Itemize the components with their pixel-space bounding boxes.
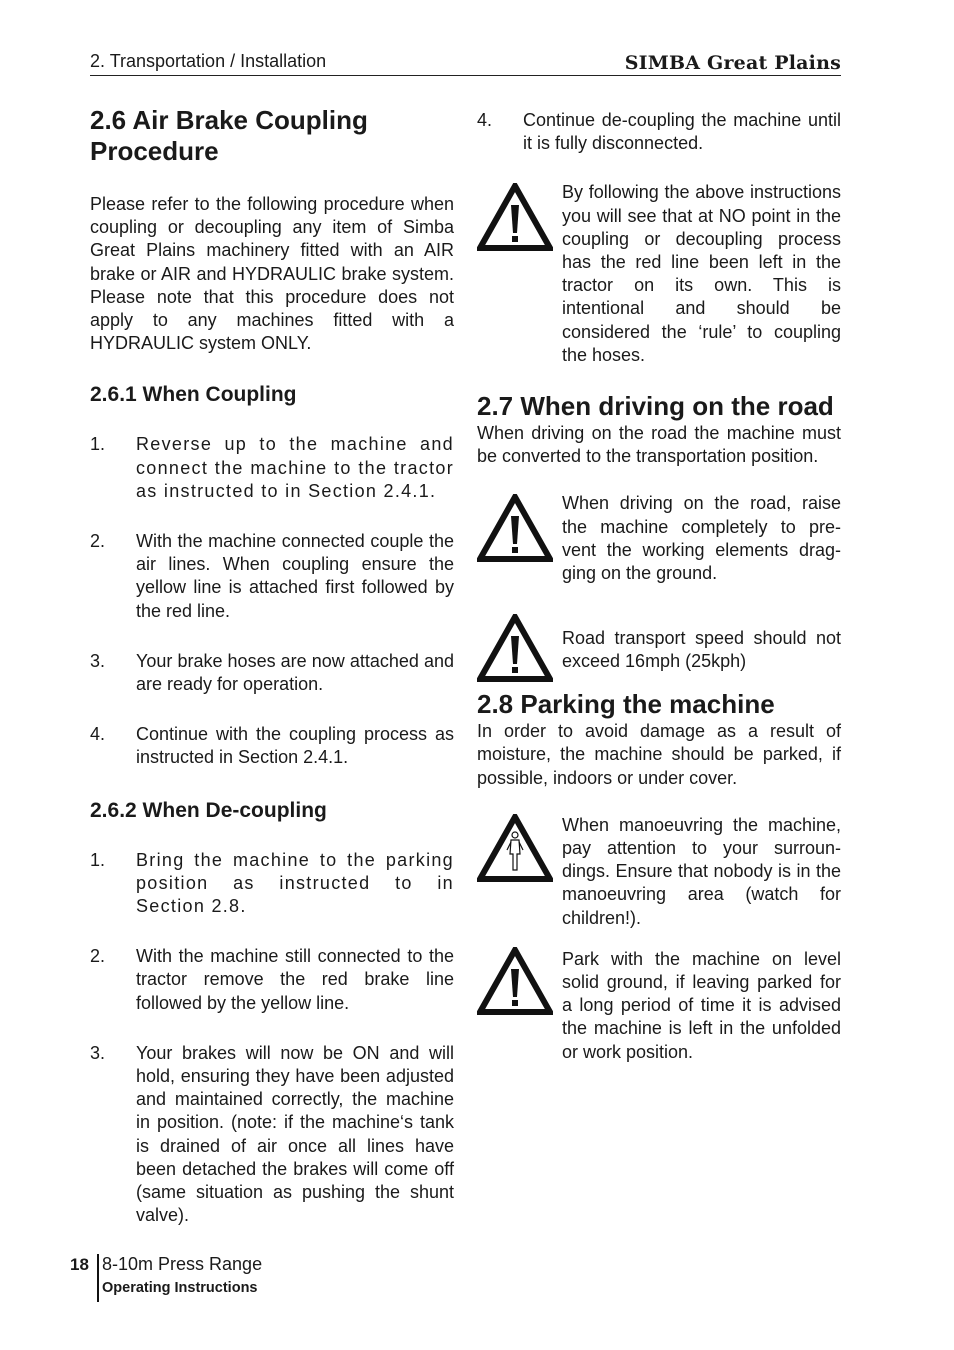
header-brand: SIMBA Great Plains xyxy=(624,52,841,74)
warning-text: When manoeuvring the machine, pay attention to your surroun-dings. Ensure that nobody is in the manoeuvring area (watch for children!). xyxy=(562,814,841,928)
person-warning-triangle-icon xyxy=(477,814,553,882)
warning-coupling-rule xyxy=(477,181,841,367)
page-header xyxy=(90,50,841,76)
step-number: 4. xyxy=(477,110,493,130)
step-text: Bring the machine to the parking position as instructed to in Section 2.8. xyxy=(136,849,454,917)
left-column xyxy=(90,100,454,1228)
step-text: With the machine connected couple the air lines. When coupling ensure the yellow line is attached first followed by the red line. xyxy=(136,531,454,621)
list-item xyxy=(90,1042,454,1228)
intro-2-7: When driving on the road the machine must be converted to the transportation position. xyxy=(477,423,841,467)
list-item xyxy=(90,945,454,1015)
heading-2-6-1: 2.6.1 When Coupling xyxy=(90,383,297,407)
warning-triangle-icon xyxy=(477,614,553,682)
warning-manoeuvring xyxy=(477,814,841,930)
step-text: Reverse up to the machine and connect the machine to the tractor as instructed to in Section 2.4.1. xyxy=(136,434,454,501)
warning-text: Road transport speed should not exceed 16mph (25kph) xyxy=(562,628,841,672)
step-text: Your brakes will now be ON and will hold, ensuring they have been adjusted and maintained correctly, the machine in position. (note: if the machine‘s tank is drained of air once all lines have been detached the brakes will come off (same situation as pushing the shunt valve). xyxy=(136,1042,454,1226)
step-number: 3. xyxy=(90,650,106,671)
step-number: 1. xyxy=(90,434,106,455)
intro-2-8: In order to avoid damage as a result of moisture, the machine should be parked, if possible, indoors or under cover. xyxy=(477,721,841,788)
heading-2-6: 2.6 Air Brake Coupling Procedure xyxy=(90,105,368,166)
heading-2-8: 2.8 Parking the machine xyxy=(477,689,775,720)
page-number: 18 xyxy=(70,1255,89,1274)
warning-parking xyxy=(477,948,841,1064)
heading-2-7: 2.7 When driving on the road xyxy=(477,391,834,422)
warning-raise-machine xyxy=(477,492,841,585)
warning-text: When driving on the road, raise the machine completely to pre-vent the working elements drag-ging on the ground. xyxy=(562,493,841,584)
step-text: Continue de-coupling the machine until it is fully disconnected. xyxy=(523,110,841,154)
coupling-steps xyxy=(90,433,454,769)
warning-triangle-icon xyxy=(477,183,553,251)
step-number: 3. xyxy=(90,1042,106,1063)
decoupling-steps-continued xyxy=(477,109,841,155)
step-text: Continue with the coupling process as instructed in Section 2.4.1. xyxy=(136,724,454,768)
step-text: With the machine still connected to the tractor remove the red brake line followed by the yellow line. xyxy=(136,946,454,1013)
header-section: 2. Transportation / Installation xyxy=(90,51,327,71)
list-item xyxy=(90,723,454,769)
warning-triangle-icon xyxy=(477,947,553,1015)
warning-triangle-icon xyxy=(477,494,553,562)
step-number: 1. xyxy=(90,849,106,870)
step-text: Your brake hoses are now attached and are ready for operation. xyxy=(136,650,454,695)
intro-2-6: Please refer to the following procedure when coupling or decoupling any item of Simba Great Plains machinery fitted with an AIR brake or AIR and HYDRAULIC brake system. Please note that this procedure does not apply to any machines fitted with a HYDRAULIC system ONLY. xyxy=(90,194,454,354)
list-item xyxy=(90,433,454,503)
list-item xyxy=(477,109,841,155)
warning-text: By following the above instructions you will see that at NO point in the coupling or decoupling process has the red line been left in the tractor on its own. This is intentional and should be considered the ‘rule’ to coupling the hoses. xyxy=(562,182,841,365)
footer-title: 8-10m Press Range xyxy=(102,1254,263,1274)
footer-subtitle: Operating Instructions xyxy=(102,1280,258,1296)
step-number: 2. xyxy=(90,946,106,967)
step-number: 4. xyxy=(90,724,106,745)
decoupling-steps xyxy=(90,849,454,1228)
list-item xyxy=(90,849,454,919)
list-item xyxy=(90,650,454,696)
heading-2-6-2: 2.6.2 When De-coupling xyxy=(90,798,327,822)
list-item xyxy=(90,530,454,623)
footer-divider xyxy=(97,1254,99,1302)
warning-road-speed xyxy=(477,625,841,705)
step-number: 2. xyxy=(90,531,106,552)
warning-text: Park with the machine on level solid ground, if leaving parked for a long period of time it is advised the machine is left in the unfolded or work position. xyxy=(562,948,841,1062)
right-column xyxy=(477,100,841,1064)
